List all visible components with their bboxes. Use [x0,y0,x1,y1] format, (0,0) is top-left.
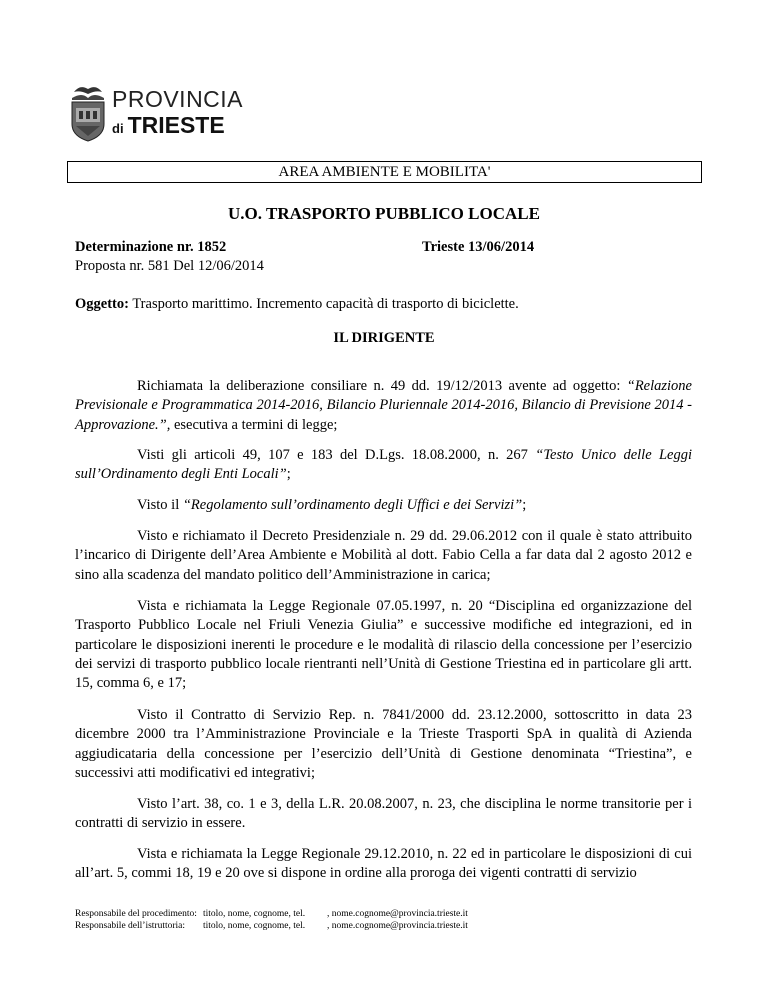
unit-title: U.O. TRASPORTO PUBBLICO LOCALE [228,204,540,223]
logo-trieste-text: di TRIESTE [112,112,225,138]
subject-label: Oggetto: [75,296,129,312]
paragraph-contratto: Visto il Contratto di Servizio Rep. n. 7841/2000 dd. 23.12.2000, sottoscritto in data 23 dicembre 2000 tra l’Amministrazione Provinciale e la Trieste Trasporti SpA in qualità di Azienda aggiudicataria della concessione per l’esercizio dell’Unità di Gestione denominata “Triestina”, e successivi atti modificativi ed integrativi; [75,707,692,781]
paragraph-legge-regionale-22: Vista e richiamata la Legge Regionale 29.12.2010, n. 22 ed in particolare le disposizioni di cui all’art. 5, commi 18, 19 e 20 ove si dispone in ordine alla proroga dei vigenti contratti di servizio [75,846,692,882]
footer-row-procedimento: Responsabile del procedimento: titolo, nome, cognome, tel. , nome.cognome@provincia.trieste.it [75,909,468,919]
paragraph-regolamento: Visto il “Regolamento sull’ordinamento degli Uffici e dei Servizi”; [137,497,527,513]
subject-line [75,295,519,314]
determinazione-number: Determinazione nr. 1852 [75,239,227,255]
paragraph-dlgs: Visti gli articoli 49, 107 e 183 del D.Lgs. 18.08.2000, n. 267 “Testo Unico delle Leggi sull’Ordinamento degli Enti Locali”; [75,447,692,483]
place-date: Trieste 13/06/2014 [422,239,535,255]
area-title-box: AREA AMBIENTE E MOBILITA' [67,161,702,183]
dirigente-heading: IL DIRIGENTE [333,330,435,346]
logo-provincia-text: PROVINCIA [112,86,244,112]
provincia-logo [68,84,244,142]
coat-of-arms-icon [68,84,108,142]
subject-text: Trasporto marittimo. Incremento capacità di trasporto di biciclette. [132,296,519,312]
paragraph-deliberazione: Richiamata la deliberazione consiliare n. 49 dd. 19/12/2013 avente ad oggetto: “Relazione Previsionale e Programmatica 2014-2016, Bilancio Pluriennale 2014-2016, Bilancio di Previsione 2014 - Approvazione.”, esecutiva a termini di legge; [75,378,692,433]
footer-row-istruttoria: Responsabile dell’istruttoria: titolo, nome, cognome, tel. , nome.cognome@provincia.trieste.it [75,921,468,931]
paragraph-art38: Visto l’art. 38, co. 1 e 3, della L.R. 20.08.2007, n. 23, che disciplina le norme transitorie per i contratti di servizio in essere. [75,796,692,832]
footer [75,908,468,932]
paragraph-legge-regionale-20: Vista e richiamata la Legge Regionale 07.05.1997, n. 20 “Disciplina ed organizzazione del Trasporto Pubblico Locale nel Friuli Venezia Giulia” e successive modifiche ed integrazioni, ed in particolare le disposizioni inerenti le procedure e le modalità di rilascio della concessione per l’esercizio dei servizi di trasporto pubblico locale rientranti nell’Unità di Gestione Triestina ed in particolare gli artt. 15, comma 6, e 17; [75,598,692,692]
proposta-number: Proposta nr. 581 Del 12/06/2014 [75,258,264,274]
paragraph-decreto: Visto e richiamato il Decreto Presidenziale n. 29 dd. 29.06.2012 con il quale è stato attribuito l’incarico di Dirigente dell’Area Ambiente e Mobilità al dott. Fabio Cella a far data dal 2 agosto 2012 e sino alla scadenza del mandato politico dell’Amministrazione in carica; [75,528,692,583]
